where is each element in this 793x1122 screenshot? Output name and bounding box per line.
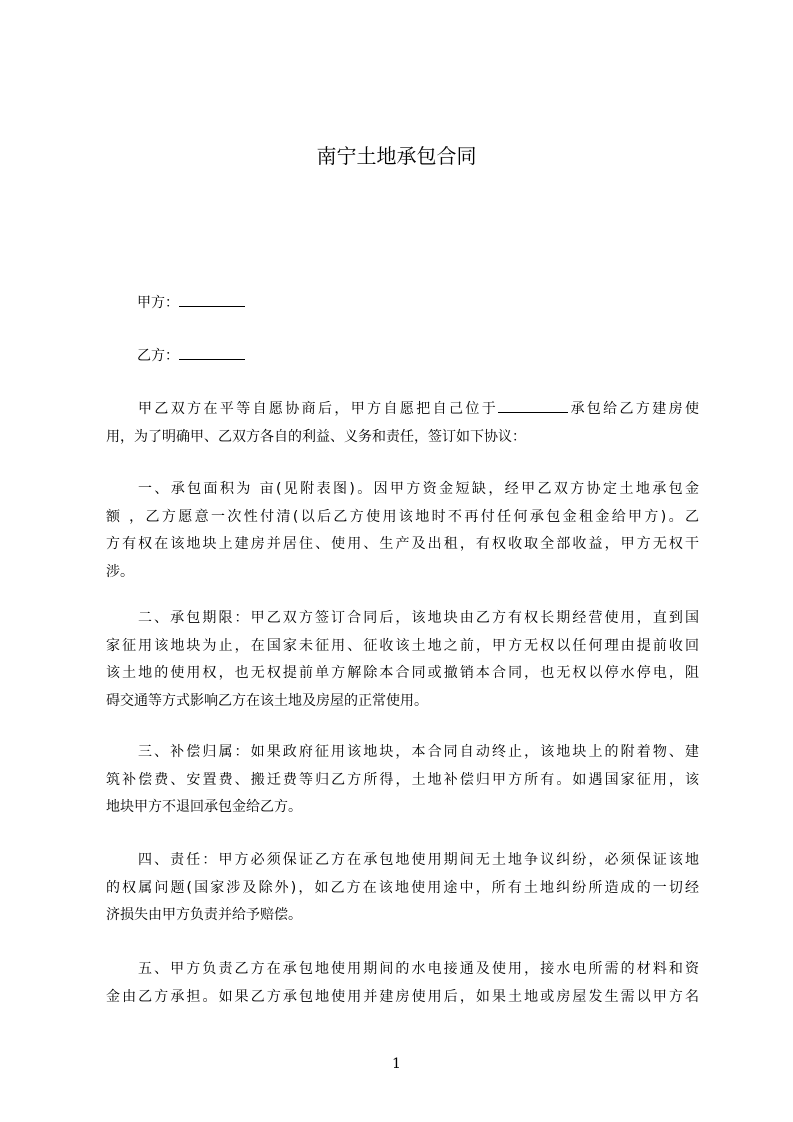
intro-text-b: 承包给乙方建房使 — [568, 401, 700, 417]
page-number: 1 — [392, 1056, 401, 1072]
clause-line: 金由乙方承担。如果乙方承包地使用并建房使用后，如果土地或房屋发生需以甲方名 — [106, 988, 699, 1005]
party-b-blank — [179, 345, 245, 360]
clause-line: 家征用该地块为止，在国家未征用、征收该土地之前，甲方无权以任何理由提前收回 — [106, 637, 699, 654]
clause-line: 的权属问题(国家涉及除外)，如乙方在该地使用途中，所有土地纠纷所造成的一切经 — [106, 879, 699, 896]
party-b-line — [137, 345, 245, 366]
clause-line: 四、责任：甲方必须保证乙方在承包地使用期间无土地争议纠纷，必须保证该地 — [138, 852, 699, 868]
location-blank — [498, 398, 568, 413]
clause-1 — [106, 476, 699, 586]
clause-line: 涉。 — [106, 563, 134, 580]
party-b-label: 乙方： — [137, 348, 179, 364]
document-title: 南宁土地承包合同 — [316, 144, 477, 168]
clause-line: 碍交通等方式影响乙方在该土地及房屋的正常使用。 — [106, 692, 428, 709]
clause-line: 筑补偿费、安置费、搬迁费等归乙方所得，土地补偿归甲方所有。如遇国家征用，该 — [106, 771, 699, 788]
clause-line: 三、补偿归属：如果政府征用该地块，本合同自动终止，该地块上的附着物、建 — [138, 744, 699, 760]
clause-line: 五、甲方负责乙方在承包地使用期间的水电接通及使用，接水电所需的材料和资 — [138, 961, 699, 977]
clause-4 — [106, 847, 699, 930]
clause-line: 额 ，乙方愿意一次性付清(以后乙方使用该地时不再付任何承包金租金给甲方)。乙 — [106, 508, 699, 525]
party-a-blank — [179, 292, 245, 307]
intro-text-a: 甲乙双方在平等自愿协商后，甲方自愿把自己位于 — [138, 401, 499, 417]
clause-2 — [106, 605, 699, 715]
party-a-label: 甲方： — [137, 295, 179, 311]
clause-line: 二、承包期限：甲乙双方签订合同后，该地块由乙方有权长期经营使用，直到国 — [138, 610, 699, 626]
party-a-line — [137, 292, 245, 313]
intro-line: 用，为了明确甲、乙双方各自的利益、义务和责任，签订如下协议： — [106, 428, 526, 445]
clause-line: 方有权在该地块上建房并居住、使用、生产及出租，有权收取全部收益，甲方无权干 — [106, 536, 699, 552]
clause-line: 济损失由甲方负责并给予赔偿。 — [106, 907, 302, 923]
intro-line — [106, 396, 699, 424]
clause-5 — [106, 956, 699, 1011]
clause-line: 该土地的使用权，也无权提前单方解除本合同或撤销本合同，也无权以停水停电，阻 — [106, 665, 699, 681]
intro-paragraph — [106, 396, 699, 451]
clause-line: 地块甲方不退回承包金给乙方。 — [106, 799, 302, 815]
clause-line: 一、承包面积为 亩(见附表图)。因甲方资金短缺，经甲乙双方协定土地承包金 — [138, 481, 699, 497]
clause-3 — [106, 739, 699, 822]
